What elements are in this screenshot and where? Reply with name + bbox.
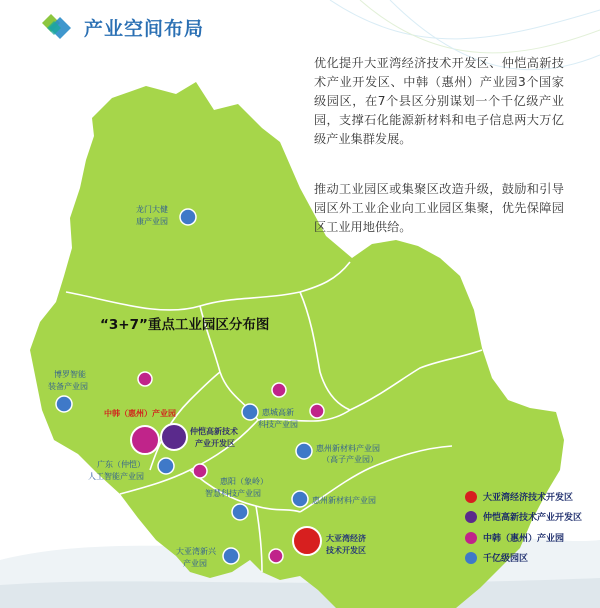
legend-zhonghan-swatch [465,532,477,544]
legend-zhongkai-label: 仲恺高新技术产业开发区 [483,513,583,523]
marker-zhongkai [161,424,187,450]
legend-dayawan-label: 大亚湾经济技术开发区 [483,493,574,503]
label-huicheng-2: 科技产业园 [258,420,298,429]
marker-huiyang [232,504,248,520]
label-new-material: 惠州新材料产业园 [312,496,376,505]
marker-huicheng [242,404,258,420]
label-huizhou-new-2: （高子产业园） [322,455,378,464]
marker-new-material [292,491,308,507]
label-longmen-2: 康产业园 [136,217,168,226]
marker-boluo [56,396,72,412]
legend-dayawan-swatch [465,491,477,503]
marker-zhonghan-small-5 [269,549,283,563]
label-guangdong-2: 人工智能产业园 [88,472,144,481]
marker-dayawan [293,527,321,555]
label-huiyang-1: 惠阳（象岭） [220,477,268,486]
marker-zhonghan [131,426,159,454]
label-zhongkai-1: 仲恺高新技术 [190,427,238,436]
label-huiyang-2: 智慧科技产业园 [205,489,261,498]
label-longmen-1: 龙门大健 [136,205,168,214]
label-dayawan-1: 大亚湾经济 [326,534,366,543]
label-boluo-2: 装备产业园 [48,382,88,391]
legend-zhonghan-label: 中韩（惠州）产业园 [483,534,565,544]
marker-zhonghan-small-2 [193,464,207,478]
map-land [30,82,564,608]
label-dayawan-new-2: 产业园 [183,559,207,568]
label-guangdong-1: 广东（仲恺） [97,460,145,469]
legend-qianyi-swatch [465,552,477,564]
label-huicheng-1: 惠城高新 [262,408,294,417]
marker-guangdong-ai [158,458,174,474]
label-dayawan-2: 技术开发区 [326,546,366,555]
marker-zhonghan-small-3 [272,383,286,397]
marker-zhonghan-small-4 [310,404,324,418]
marker-huizhou-new-material-hz [296,443,312,459]
label-dayawan-new-1: 大亚湾新兴 [176,547,216,556]
legend-qianyi-label: 千亿级园区 [483,554,529,564]
marker-longmen [180,209,196,225]
legend-zhongkai-swatch [465,511,477,523]
label-zhonghan: 中韩（惠州）产业园 [104,409,176,418]
marker-zhonghan-small-1 [138,372,152,386]
marker-dayawan-new [223,548,239,564]
section-title: 产业空间布局 [84,17,205,40]
label-huizhou-new-1: 惠州新材料产业园 [316,444,380,453]
intro-paragraph-1: 优化提升大亚湾经济技术开发区、仲恺高新技术产业开发区、中韩（惠州）产业园3个国家级园区，在7个县区分别谋划一个千亿级产业园，支撑石化能源新材料和电子信息两大万亿级产业集群发展。 [314,56,564,146]
intro-paragraph-2: 推动工业园区或集聚区改造升级，鼓励和引导园区外工业企业向工业园区集聚，优先保障园区工业用地供给。 [314,182,564,234]
label-boluo-1: 博罗智能 [54,370,86,379]
label-zhongkai-2: 产业开发区 [195,439,235,448]
map-title: “3+7”重点工业园区分布图 [100,317,270,333]
